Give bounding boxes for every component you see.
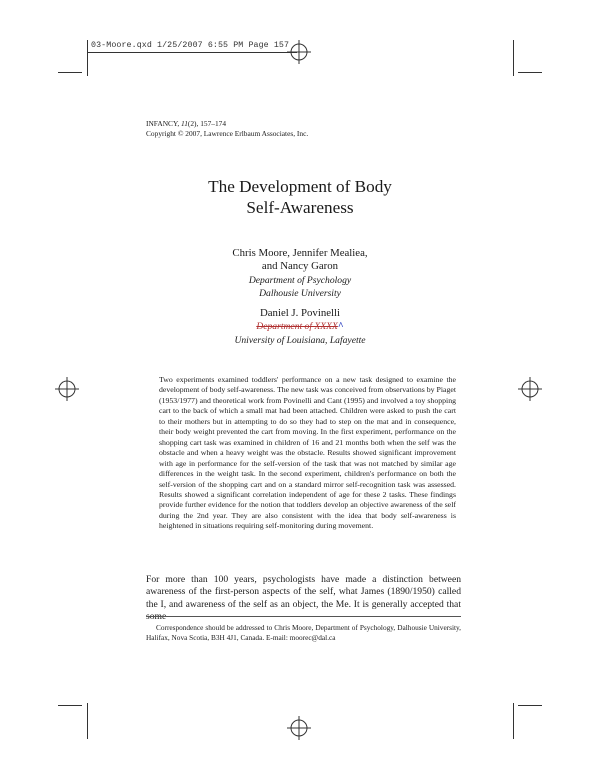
crop-mark-top-right-horizontal bbox=[518, 72, 542, 73]
registration-mark-bottom-icon bbox=[287, 716, 311, 740]
correspondence-footnote: Correspondence should be addressed to Chris Moore, Department of Psychology, Dalhousie University, Halifax, Nova Scotia, B3H 4J1, Canada. E-mail: moorec@dal.ca bbox=[146, 623, 461, 642]
citation-prefix: INFANCY, bbox=[146, 119, 182, 128]
struck-department: Department of XXXX bbox=[256, 321, 338, 333]
abstract: Two experiments examined toddlers' performance on a new task designed to examine the development of body self-awareness. The new task was conceived from observations by Piaget (1953/1977) and theoretical work from Povinelli and Cant (1995) and involved a toy shopping cart to the back of which a small mat had been attached. Children were asked to push the cart to their mothers but in attempting to do so they had to step on the mat and in consequence, their body weight prevented the cart from moving. In the first experiment, performance on the shopping cart task was examined in children of 16 and 21 months both when the self was the obstacle and when a heavy weight was the obstacle. Results showed significant improvement with age in performance for the self-version of the task that was not matched by similar age differences in the weight task. In the second experiment, children's performance on both the self-version of the shopping cart and on a standard mirror self-recognition task was assessed. Results showed a significant correlation independent of age for these 2 tasks. These findings provide further evidence for the notion that toddlers develop an objective awareness of the self during the 2nd year. They are also consistent with the idea that body self-awareness is heightened in situations requiring self-monitoring during movement. bbox=[159, 375, 456, 531]
print-slug: 03-Moore.qxd 1/25/2007 6:55 PM Page 157 bbox=[91, 41, 290, 50]
registration-mark-right-icon bbox=[518, 377, 542, 401]
footnote-rule bbox=[146, 616, 461, 617]
journal-citation bbox=[146, 119, 308, 138]
author-name-povinelli: Daniel J. Povinelli bbox=[259, 307, 341, 319]
author-block-2 bbox=[100, 307, 500, 347]
crop-mark-top-left-horizontal bbox=[58, 72, 82, 73]
author-university-2: University of Louisiana, Lafayette bbox=[234, 334, 366, 346]
registration-mark-left-icon bbox=[55, 377, 79, 401]
author-names-line-2: and Nancy Garon bbox=[261, 260, 339, 273]
crop-mark-top-right-vertical bbox=[513, 40, 514, 76]
slug-line bbox=[87, 52, 297, 53]
copyright-line: Copyright © 2007, Lawrence Erlbaum Associates, Inc. bbox=[146, 128, 309, 138]
crop-mark-top-left-vertical bbox=[87, 40, 88, 76]
body-paragraph: For more than 100 years, psychologists have made a distinction between awareness of the first-person aspects of the self, what James (1890/1950) called the I, and awareness of the self as an object, the Me. It is generally accepted that bbox=[146, 574, 461, 610]
author-department: Department of Psychology bbox=[248, 274, 352, 286]
title-line-1: The Development of Body bbox=[208, 177, 392, 196]
insertion-caret: ^ bbox=[337, 321, 344, 333]
citation-pages: (2), 157–174 bbox=[187, 119, 227, 128]
author-university: Dalhousie University bbox=[259, 288, 341, 300]
title-line-2: Self-Awareness bbox=[246, 198, 354, 217]
author-names-line-1: Chris Moore, Jennifer Mealiea, bbox=[232, 247, 368, 259]
registration-mark-top-icon bbox=[287, 40, 311, 64]
author-block-1 bbox=[100, 247, 500, 301]
crop-mark-bottom-left-horizontal bbox=[58, 705, 82, 706]
crop-mark-bottom-right-vertical bbox=[513, 703, 514, 739]
citation-volume: 11 bbox=[181, 119, 188, 128]
paper-title bbox=[100, 176, 500, 218]
crop-mark-bottom-left-vertical bbox=[87, 703, 88, 739]
crop-mark-bottom-right-horizontal bbox=[518, 705, 542, 706]
